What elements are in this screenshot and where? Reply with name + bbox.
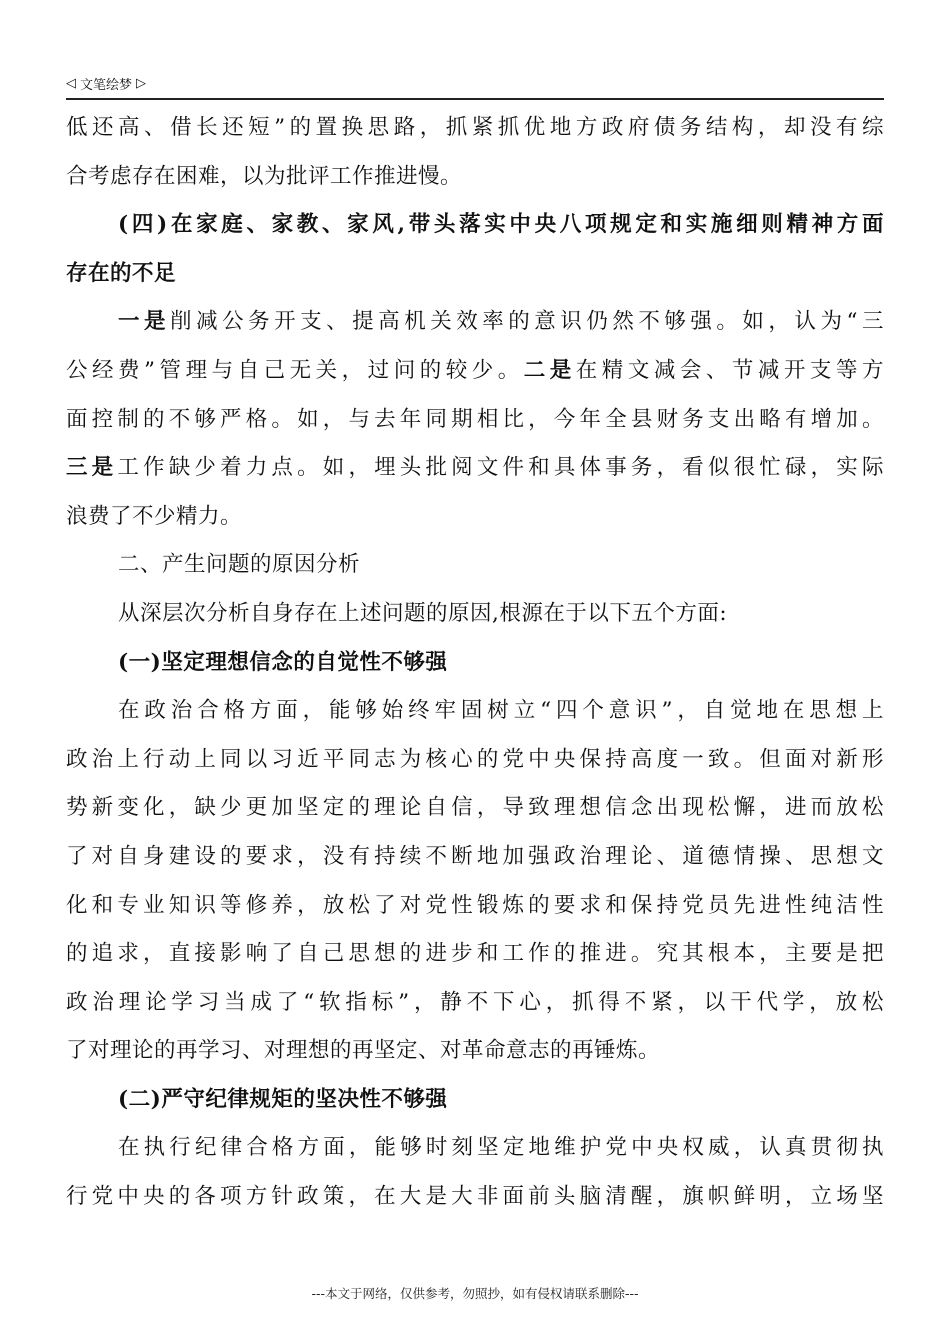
paragraph-line: 浪费了不少精力。 bbox=[66, 503, 243, 529]
emphasis-label: 三是 bbox=[66, 455, 118, 481]
paragraph-line: 化和专业知识等修养，放松了对党性锻炼的要求和保持党员先进性纯洁性 bbox=[66, 892, 884, 918]
paragraph-line: 在执行纪律合格方面，能够时刻坚定地维护党中央权威，认真贯彻执 bbox=[118, 1135, 884, 1161]
line-text: 在精文减会、节减开支等方 bbox=[575, 357, 884, 383]
line-text: 公经费”管理与自己无关，过问的较少。 bbox=[66, 357, 524, 383]
emphasis-label: 一是 bbox=[118, 309, 171, 335]
section-heading: 存在的不足 bbox=[66, 260, 177, 286]
emphasis-label: 二是 bbox=[523, 357, 576, 383]
brand-logo bbox=[66, 74, 146, 93]
paragraph-line: 了对自身建设的要求，没有持续不断地加强政治理论、道德情操、思想文 bbox=[66, 843, 884, 869]
paragraph-line: 的追求，直接影响了自己思想的进步和工作的推进。究其根本，主要是把 bbox=[66, 941, 884, 967]
paragraph-line: 势新变化，缺少更加坚定的理论自信，导致理想信念出现松懈，进而放松 bbox=[66, 795, 884, 821]
section-heading: (四)在家庭、家教、家风,带头落实中央八项规定和实施细则精神方面 bbox=[118, 212, 884, 238]
document-body bbox=[66, 104, 884, 1222]
subsection-heading: (一)坚定理想信念的自觉性不够强 bbox=[118, 649, 448, 675]
paragraph-line: 了对理论的再学习、对理想的再坚定、对革命意志的再锤炼。 bbox=[66, 1038, 661, 1064]
paragraph-line bbox=[66, 298, 884, 347]
line-text: 工作缺少着力点。如，埋头批阅文件和具体事务，看似很忙碌，实际 bbox=[117, 455, 884, 481]
paragraph-line bbox=[66, 444, 884, 493]
subsection-heading: (二)严守纪律规矩的坚决性不够强 bbox=[118, 1086, 448, 1112]
paragraph-line: 从深层次分析自身存在上述问题的原因,根源在于以下五个方面: bbox=[118, 600, 728, 626]
brand-name: 文笔绘梦 bbox=[80, 78, 133, 93]
paragraph-line: 政治理论学习当成了“软指标”，静不下心，抓得不紧，以干代学，放松 bbox=[66, 989, 884, 1015]
paragraph-line: 低还高、借长还短”的置换思路，抓紧抓优地方政府债务结构，却没有综 bbox=[66, 115, 884, 140]
paragraph-line: 合考虑存在困难，以为批评工作推进慢。 bbox=[66, 163, 463, 189]
paragraph-line: 面控制的不够严格。如，与去年同期相比，今年全县财务支出略有增加。 bbox=[66, 406, 884, 432]
section-heading: 二、产生问题的原因分析 bbox=[118, 552, 361, 578]
paragraph-line: 政治上行动上同以习近平同志为核心的党中央保持高度一致。但面对新形 bbox=[66, 746, 884, 772]
page-footer-disclaimer: ---本文于网络，仅供参考，勿照抄，如有侵权请联系删除--- bbox=[311, 1286, 639, 1301]
triangle-right-icon: ▷ bbox=[136, 76, 147, 91]
triangle-left-icon: ◁ bbox=[66, 76, 76, 91]
line-text: 削减公务开支、提高机关效率的意识仍然不够强。如，认为“三 bbox=[170, 309, 884, 335]
paragraph-line bbox=[66, 347, 884, 396]
paragraph-line: 在政治合格方面，能够始终牢固树立“四个意识”，自觉地在思想上 bbox=[118, 698, 884, 724]
paragraph-line: 行党中央的各项方针政策，在大是大非面前头脑清醒，旗帜鲜明，立场坚 bbox=[66, 1184, 884, 1210]
page-header bbox=[66, 72, 884, 100]
